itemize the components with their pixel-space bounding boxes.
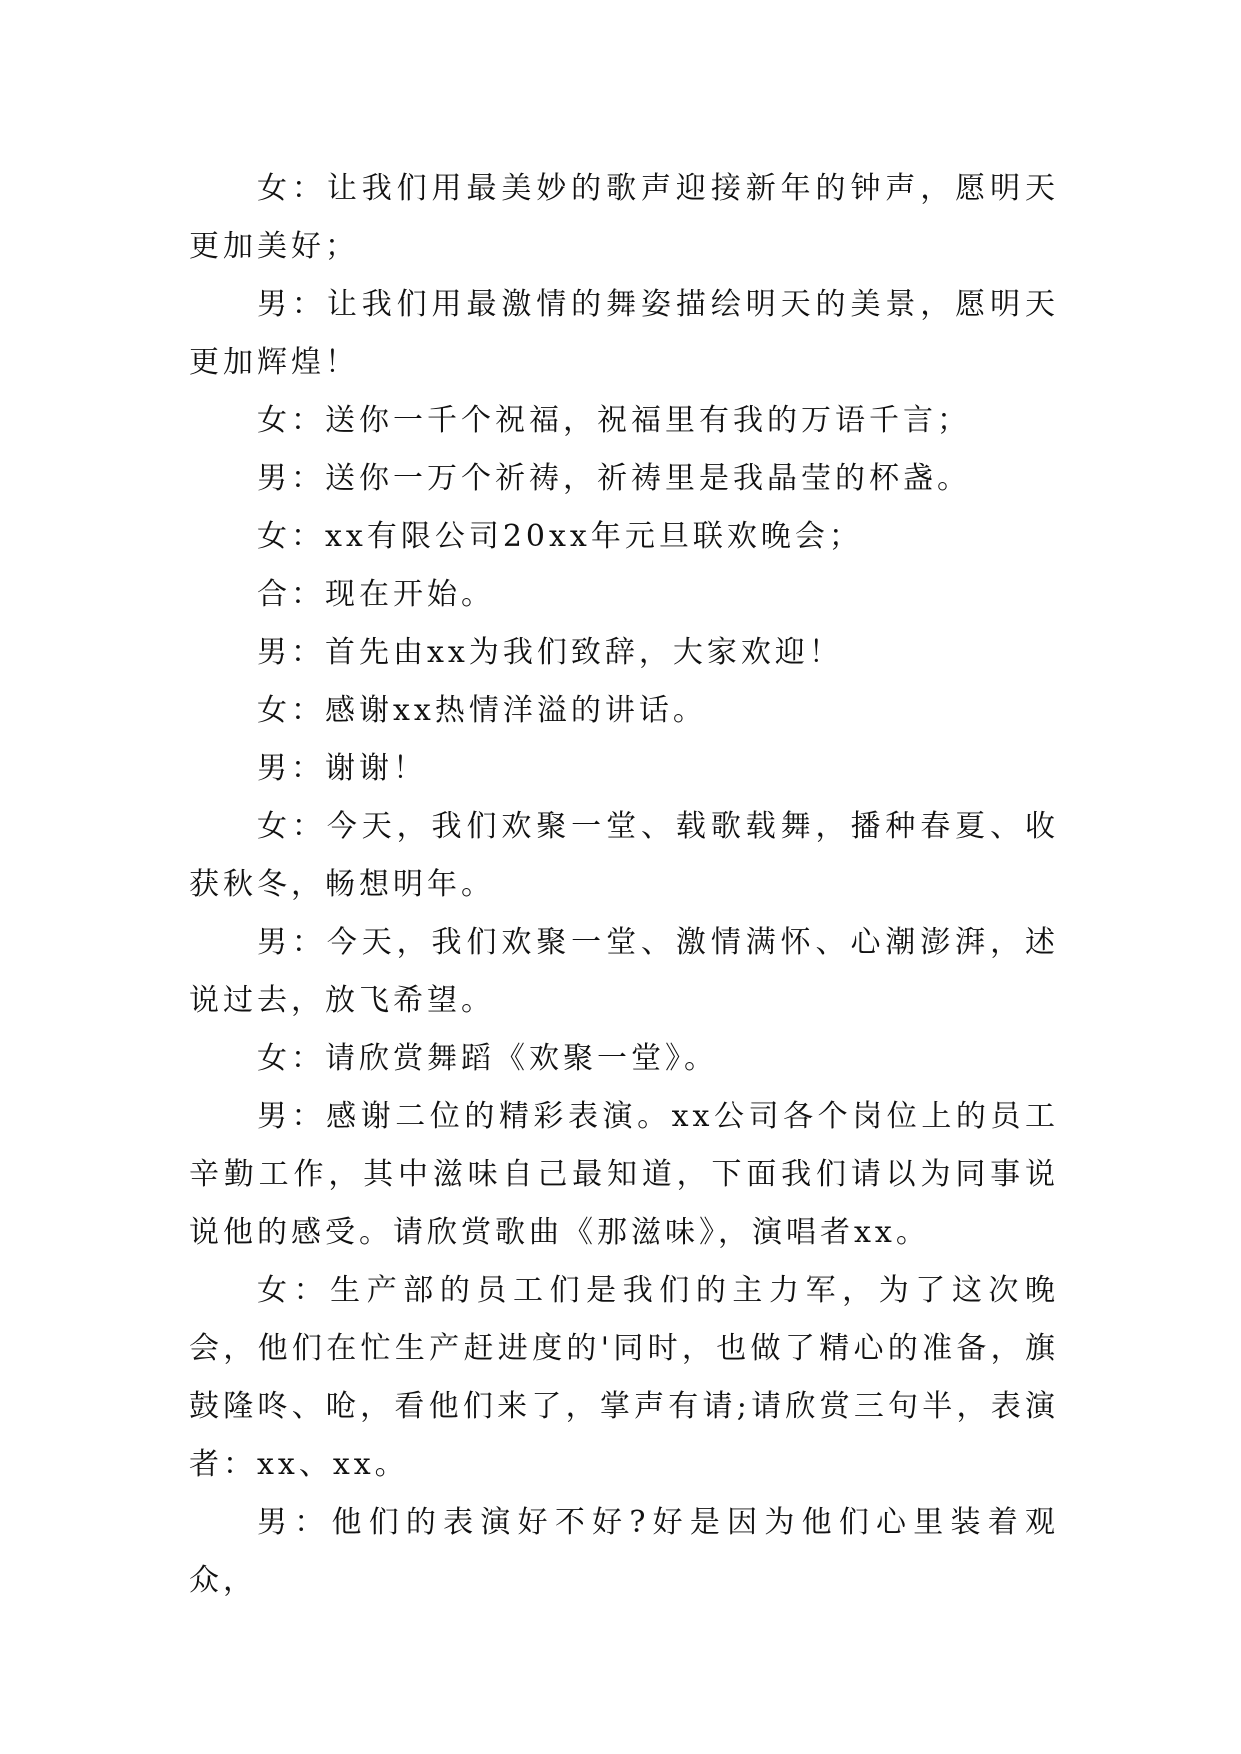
- paragraph-13: 男：感谢二位的精彩表演。xx公司各个岗位上的员工辛勤工作，其中滋味自己最知道，下面我们请以为同事说说他的感受。请欣赏歌曲《那滋味》，演唱者xx。: [189, 1099, 1059, 1250]
- paragraph-12: 女：请欣赏舞蹈《欢聚一堂》。: [257, 1041, 718, 1076]
- document-body: [189, 160, 1059, 1610]
- paragraph-11: 男：今天，我们欢聚一堂、激情满怀、心潮澎湃，述说过去，放飞希望。: [189, 925, 1059, 1018]
- paragraph-4: 男：送你一万个祈祷，祈祷里是我晶莹的杯盏。: [257, 461, 971, 496]
- paragraph-1: 女：让我们用最美妙的歌声迎接新年的钟声，愿明天更加美好；: [189, 171, 1059, 264]
- paragraph-5: 女：xx有限公司20xx年元旦联欢晚会；: [257, 519, 863, 554]
- paragraph-10: 女：今天，我们欢聚一堂、载歌载舞，播种春夏、收获秋冬，畅想明年。: [189, 809, 1059, 902]
- paragraph-6: 合：现在开始。: [257, 577, 495, 612]
- paragraph-3: 女：送你一千个祝福，祝福里有我的万语千言；: [257, 403, 971, 438]
- paragraph-15: 男：他们的表演好不好?好是因为他们心里装着观众，: [189, 1505, 1059, 1598]
- paragraph-8: 女：感谢xx热情洋溢的讲话。: [257, 693, 707, 728]
- paragraph-2: 男：让我们用最激情的舞姿描绘明天的美景，愿明天更加辉煌！: [189, 287, 1059, 380]
- paragraph-9: 男：谢谢！: [257, 751, 427, 786]
- paragraph-7: 男：首先由xx为我们致辞，大家欢迎！: [257, 635, 843, 670]
- paragraph-14: 女：生产部的员工们是我们的主力军，为了这次晚会，他们在忙生产赶进度的'同时，也做了精心的准备，旗鼓隆咚、呛，看他们来了，掌声有请;请欣赏三句半，表演者：xx、xx。: [189, 1273, 1059, 1482]
